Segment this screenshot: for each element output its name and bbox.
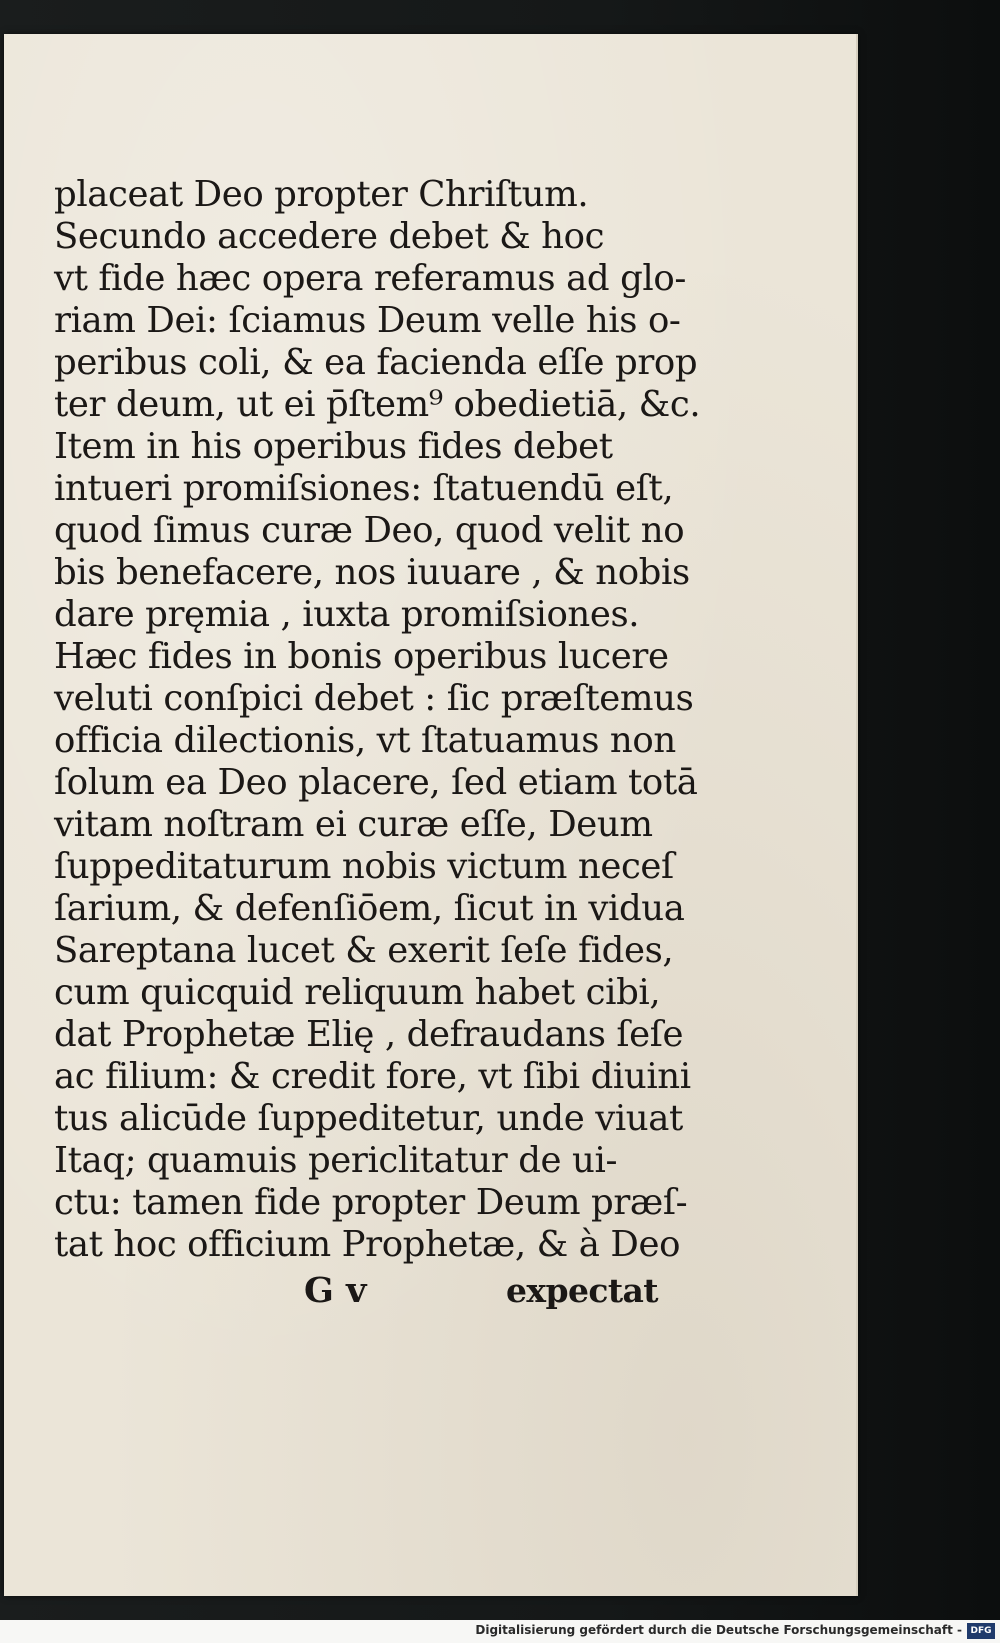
page-footer-row (4, 1270, 1000, 1312)
text-line: Item in his operibus fides debet (54, 426, 613, 467)
digitization-credit-bar (0, 1620, 1000, 1643)
text-line: ac filium: & credit fore, vt ſibi diuini (54, 1056, 691, 1097)
dfg-logo: DFG (967, 1623, 995, 1639)
text-line: dat Prophetæ Elię , defraudans ſeſe (54, 1014, 684, 1055)
text-line: officia dilectionis, vt ſtatuamus non (54, 720, 676, 761)
text-line: bis benefacere, nos iuuare , & nobis (54, 552, 690, 593)
text-line: vt fide hæc opera referamus ad glo- (54, 258, 686, 299)
text-line: ctu: tamen fide propter Deum præſ- (54, 1182, 688, 1223)
text-line: Itaq; quamuis periclitatur de ui- (54, 1140, 618, 1181)
signature-mark: G v (304, 1270, 367, 1311)
text-line: cum quicquid reliquum habet cibi, (54, 972, 661, 1013)
funding-credit-text: Digitalisierung gefördert durch die Deutsche Forschungsgemeinschaft - (475, 1623, 962, 1637)
text-line: riam Dei: ſciamus Deum velle his o- (54, 300, 681, 341)
catchword: expectat (506, 1271, 658, 1310)
text-line: ſuppeditaturum nobis victum neceſ (54, 846, 674, 887)
text-line: Sareptana lucet & exerit ſeſe fides, (54, 930, 674, 971)
text-line: ſolum ea Deo placere, ſed etiam totā (54, 762, 698, 803)
text-line: dare pręmia , iuxta promiſsiones. (54, 594, 640, 635)
text-line: peribus coli, & ea facienda eſſe prop (54, 342, 698, 383)
text-line: intueri promiſsiones: ſtatuendū eſt, (54, 468, 674, 509)
text-line: placeat Deo propter Chriſtum. (54, 174, 589, 215)
text-line: ter deum, ut ei p̄ſtem⁹ obedietiā, &c. (54, 384, 701, 425)
page-text-block (54, 174, 701, 1266)
text-line: tat hoc officium Prophetæ, & à Deo (54, 1224, 681, 1265)
text-line: tus alicūde ſuppeditetur, unde viuat (54, 1098, 683, 1139)
text-line: quod ſimus curæ Deo, quod velit no (54, 510, 685, 551)
text-line: vitam noſtram ei curæ eſſe, Deum (54, 804, 653, 845)
book-page (4, 34, 858, 1596)
text-line: Secundo accedere debet & hoc (54, 216, 605, 257)
text-line: Hæc fides in bonis operibus lucere (54, 636, 669, 677)
text-line: ſarium, & defenſiōem, ſicut in vidua (54, 888, 685, 929)
text-line: veluti conſpici debet : ſic præſtemus (54, 678, 694, 719)
